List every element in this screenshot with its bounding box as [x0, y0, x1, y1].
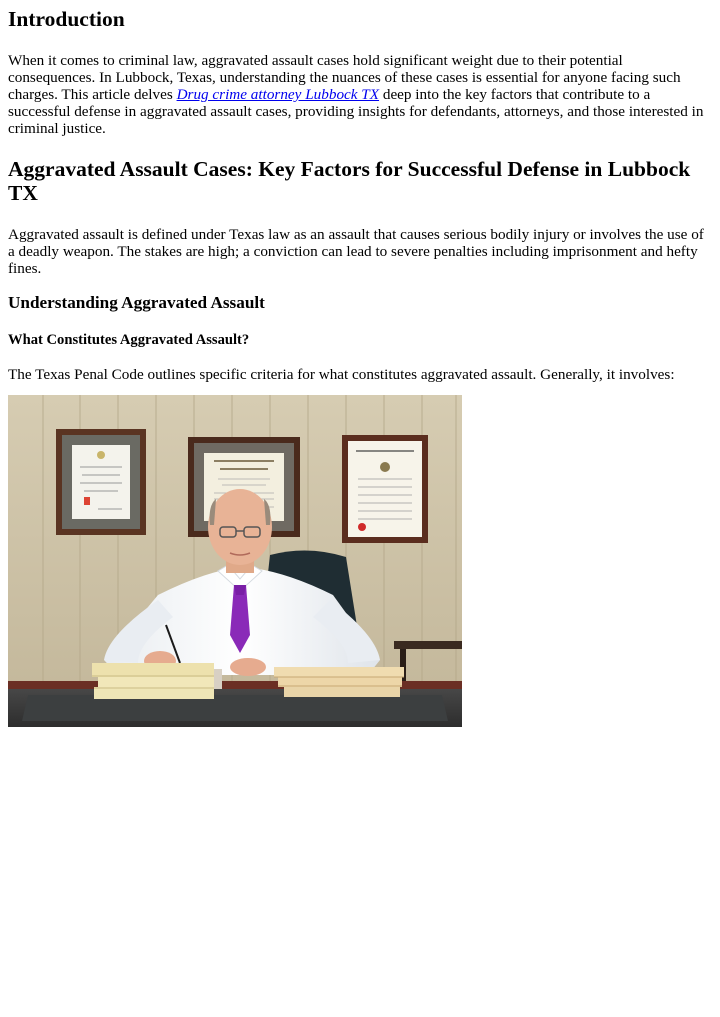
intro-text-before-link: When it comes to criminal law, aggravated assault cases hold significant weight due to their potential consequences. In Lubbock, Texas, understanding the nuances of these cases is essential for anyone facing such charges. This article delves: [8, 52, 681, 103]
definition-paragraph: Aggravated assault is defined under Texas law as an assault that causes serious bodily injury or involves the use of a deadly weapon. The stakes are high; a conviction can lead to severe penalties including imprisonment and hefty fines.: [8, 226, 704, 277]
intro-heading: Introduction: [8, 7, 125, 31]
main-heading: Aggravated Assault Cases: Key Factors for Successful Defense in Lubbock TX: [8, 157, 691, 205]
what-constitutes-heading: What Constitutes Aggravated Assault?: [8, 332, 250, 348]
criteria-paragraph: The Texas Penal Code outlines specific criteria for what constitutes aggravated assault. Generally, it involves:: [8, 366, 675, 383]
intro-text-after-link: deep into the key factors that contribute to a successful defense in aggravated assault cases, providing insights for defendants, attorneys, and those interested in criminal justice.: [8, 86, 704, 137]
understanding-heading: Understanding Aggravated Assault: [8, 293, 265, 312]
file-stack-right: [274, 667, 404, 697]
intro-paragraph: [8, 52, 712, 137]
right-diploma-frame: [342, 435, 428, 543]
file-stack-left: [92, 663, 222, 699]
attorney-office-photo: [8, 395, 462, 727]
drug-crime-attorney-link[interactable]: Drug crime attorney Lubbock TX: [176, 86, 380, 103]
left-diploma-frame: [56, 429, 146, 535]
